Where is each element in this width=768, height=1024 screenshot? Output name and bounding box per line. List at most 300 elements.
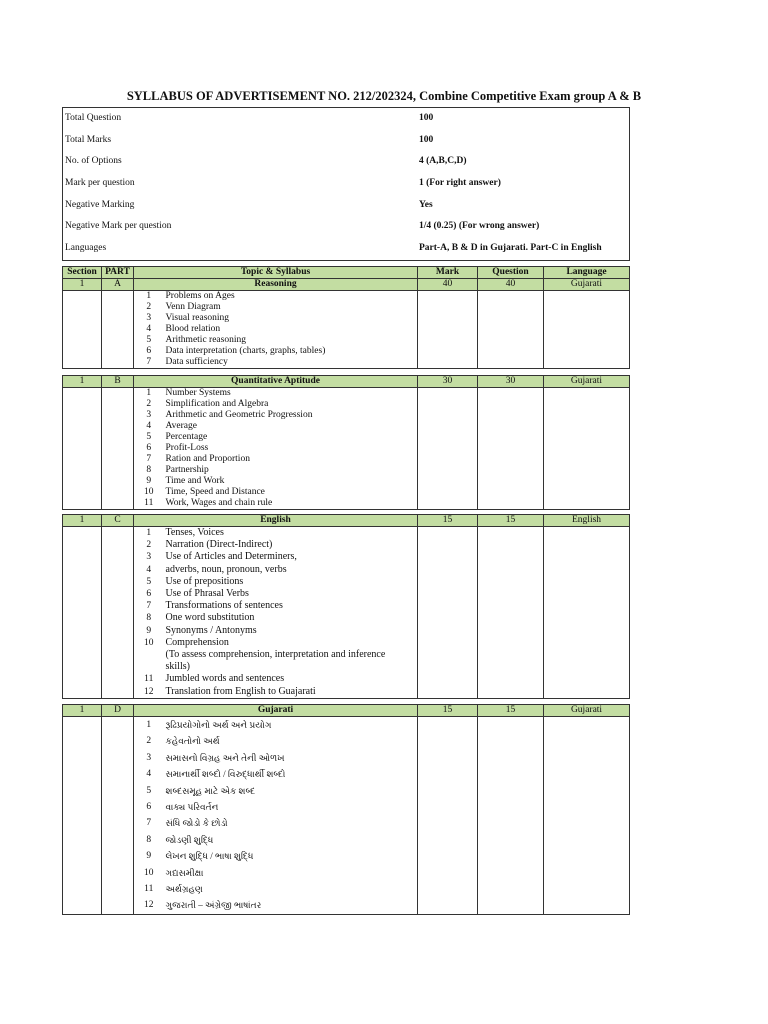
section-mark: 15 bbox=[418, 705, 478, 717]
empty-cell bbox=[478, 302, 544, 313]
item-number: 7 bbox=[134, 357, 164, 369]
item-text: Problems on Ages bbox=[164, 291, 418, 303]
empty-cell bbox=[478, 527, 544, 540]
syllabus-row bbox=[63, 799, 630, 815]
empty-cell bbox=[102, 686, 134, 699]
empty-cell bbox=[544, 465, 630, 476]
empty-cell bbox=[478, 661, 544, 673]
empty-cell bbox=[63, 527, 102, 540]
empty-cell bbox=[102, 766, 134, 782]
empty-cell bbox=[63, 783, 102, 799]
empty-cell bbox=[544, 750, 630, 766]
empty-cell bbox=[418, 625, 478, 637]
empty-cell bbox=[63, 335, 102, 346]
section-part: C bbox=[102, 515, 134, 527]
syllabus-row bbox=[63, 832, 630, 848]
syllabus-row bbox=[63, 865, 630, 881]
empty-cell bbox=[63, 357, 102, 369]
item-number: 2 bbox=[134, 302, 164, 313]
item-text: સમાનાર્થી શબ્દો / વિરુદ્ધાર્થી શબ્દો bbox=[164, 766, 418, 782]
empty-cell bbox=[102, 476, 134, 487]
section-mark: 15 bbox=[418, 515, 478, 527]
empty-cell bbox=[102, 564, 134, 576]
item-number: 1 bbox=[134, 388, 164, 400]
empty-cell bbox=[63, 313, 102, 324]
empty-cell bbox=[478, 625, 544, 637]
column-header-question: Question bbox=[478, 267, 544, 279]
empty-cell bbox=[418, 612, 478, 624]
column-header-part: PART bbox=[102, 267, 134, 279]
empty-cell bbox=[63, 443, 102, 454]
item-text: Data sufficiency bbox=[164, 357, 418, 369]
empty-cell bbox=[63, 564, 102, 576]
empty-cell bbox=[102, 443, 134, 454]
empty-cell bbox=[544, 733, 630, 749]
item-number: 12 bbox=[134, 686, 164, 699]
empty-cell bbox=[418, 881, 478, 897]
section-header-row bbox=[63, 705, 630, 717]
item-number: 6 bbox=[134, 588, 164, 600]
item-number: 4 bbox=[134, 564, 164, 576]
item-text: સમાસનો વિગ્રહ અને તેની ઓળખ bbox=[164, 750, 418, 766]
empty-cell bbox=[102, 432, 134, 443]
empty-cell bbox=[102, 673, 134, 685]
item-text: Synonyms / Antonyms bbox=[164, 625, 418, 637]
empty-cell bbox=[418, 291, 478, 303]
column-header-section: Section bbox=[63, 267, 102, 279]
empty-cell bbox=[418, 848, 478, 864]
item-text: Time and Work bbox=[164, 476, 418, 487]
section-mark: 40 bbox=[418, 279, 478, 291]
empty-cell bbox=[63, 421, 102, 432]
empty-cell bbox=[102, 346, 134, 357]
summary-value: 100 bbox=[419, 112, 434, 123]
empty-cell bbox=[478, 421, 544, 432]
empty-cell bbox=[63, 686, 102, 699]
empty-cell bbox=[63, 637, 102, 649]
empty-cell bbox=[418, 443, 478, 454]
section-language: English bbox=[544, 515, 630, 527]
empty-cell bbox=[544, 865, 630, 881]
item-text: Use of Articles and Determiners, bbox=[164, 551, 418, 563]
empty-cell bbox=[63, 600, 102, 612]
item-number: 10 bbox=[134, 865, 164, 881]
empty-cell bbox=[63, 476, 102, 487]
empty-cell bbox=[478, 476, 544, 487]
empty-cell bbox=[63, 661, 102, 673]
empty-cell bbox=[418, 799, 478, 815]
empty-cell bbox=[102, 815, 134, 831]
empty-cell bbox=[478, 564, 544, 576]
item-number: 5 bbox=[134, 335, 164, 346]
summary-row bbox=[62, 150, 628, 172]
empty-cell bbox=[102, 848, 134, 864]
syllabus-row bbox=[63, 399, 630, 410]
empty-cell bbox=[478, 454, 544, 465]
empty-cell bbox=[478, 388, 544, 400]
empty-cell bbox=[63, 897, 102, 914]
section-mark: 30 bbox=[418, 376, 478, 388]
empty-cell bbox=[102, 465, 134, 476]
syllabus-row bbox=[63, 848, 630, 864]
empty-cell bbox=[478, 637, 544, 649]
item-text: Profit-Loss bbox=[164, 443, 418, 454]
item-text: Time, Speed and Distance bbox=[164, 487, 418, 498]
item-number: 2 bbox=[134, 399, 164, 410]
item-number bbox=[134, 661, 164, 673]
empty-cell bbox=[544, 649, 630, 661]
empty-cell bbox=[478, 600, 544, 612]
empty-cell bbox=[63, 649, 102, 661]
column-header-mark: Mark bbox=[418, 267, 478, 279]
syllabus-row bbox=[63, 750, 630, 766]
empty-cell bbox=[63, 625, 102, 637]
empty-cell bbox=[418, 564, 478, 576]
empty-cell bbox=[478, 865, 544, 881]
empty-cell bbox=[102, 410, 134, 421]
empty-cell bbox=[544, 766, 630, 782]
empty-cell bbox=[102, 717, 134, 734]
syllabus-row bbox=[63, 733, 630, 749]
section-question-count: 40 bbox=[478, 279, 544, 291]
item-text: Percentage bbox=[164, 432, 418, 443]
empty-cell bbox=[102, 335, 134, 346]
empty-cell bbox=[544, 673, 630, 685]
empty-cell bbox=[418, 487, 478, 498]
empty-cell bbox=[544, 612, 630, 624]
syllabus-row bbox=[63, 766, 630, 782]
empty-cell bbox=[478, 815, 544, 831]
item-number: 12 bbox=[134, 897, 164, 914]
empty-cell bbox=[102, 551, 134, 563]
section-header-row bbox=[63, 515, 630, 527]
empty-cell bbox=[63, 865, 102, 881]
syllabus-row bbox=[63, 661, 630, 673]
section-topic: Gujarati bbox=[134, 705, 418, 717]
item-number: 8 bbox=[134, 465, 164, 476]
empty-cell bbox=[478, 335, 544, 346]
item-number: 7 bbox=[134, 454, 164, 465]
empty-cell bbox=[102, 897, 134, 914]
empty-cell bbox=[102, 799, 134, 815]
empty-cell bbox=[544, 527, 630, 540]
item-number: 2 bbox=[134, 733, 164, 749]
syllabus-row bbox=[63, 564, 630, 576]
empty-cell bbox=[102, 832, 134, 848]
item-number: 3 bbox=[134, 551, 164, 563]
item-text: કહેવતોનો અર્થ bbox=[164, 733, 418, 749]
item-text: Visual reasoning bbox=[164, 313, 418, 324]
item-number: 1 bbox=[134, 717, 164, 734]
item-number bbox=[134, 649, 164, 661]
empty-cell bbox=[544, 302, 630, 313]
section-topic: Quantitative Aptitude bbox=[134, 376, 418, 388]
empty-cell bbox=[418, 686, 478, 699]
empty-cell bbox=[478, 357, 544, 369]
summary-row bbox=[62, 237, 628, 259]
item-number: 9 bbox=[134, 848, 164, 864]
syllabus-row bbox=[63, 897, 630, 914]
empty-cell bbox=[478, 649, 544, 661]
empty-cell bbox=[544, 324, 630, 335]
empty-cell bbox=[418, 410, 478, 421]
item-text: લેખન શુદ્ધિ / ભાષા શુદ્ધિ bbox=[164, 848, 418, 864]
syllabus-row bbox=[63, 421, 630, 432]
item-text: જોડણી શુદ્ધિ bbox=[164, 832, 418, 848]
empty-cell bbox=[544, 686, 630, 699]
empty-cell bbox=[63, 324, 102, 335]
empty-cell bbox=[418, 733, 478, 749]
empty-cell bbox=[102, 733, 134, 749]
item-text: Average bbox=[164, 421, 418, 432]
empty-cell bbox=[544, 335, 630, 346]
empty-cell bbox=[418, 766, 478, 782]
item-number: 3 bbox=[134, 410, 164, 421]
empty-cell bbox=[544, 421, 630, 432]
item-number: 11 bbox=[134, 881, 164, 897]
section-language: Gujarati bbox=[544, 279, 630, 291]
empty-cell bbox=[478, 717, 544, 734]
item-text: ગુજરાતી – અંગ્રેજી ભાષાંતર bbox=[164, 897, 418, 914]
empty-cell bbox=[102, 487, 134, 498]
summary-row bbox=[62, 129, 628, 151]
syllabus-row bbox=[63, 527, 630, 540]
syllabus-row bbox=[63, 551, 630, 563]
item-number: 5 bbox=[134, 576, 164, 588]
empty-cell bbox=[544, 783, 630, 799]
item-number: 4 bbox=[134, 421, 164, 432]
empty-cell bbox=[418, 551, 478, 563]
item-text: Simplification and Algebra bbox=[164, 399, 418, 410]
column-header-language: Language bbox=[544, 267, 630, 279]
syllabus-row bbox=[63, 539, 630, 551]
empty-cell bbox=[478, 551, 544, 563]
empty-cell bbox=[544, 454, 630, 465]
summary-value: 4 (A,B,C,D) bbox=[419, 156, 467, 167]
empty-cell bbox=[102, 637, 134, 649]
summary-label: Mark per question bbox=[65, 177, 135, 188]
empty-cell bbox=[63, 539, 102, 551]
empty-cell bbox=[478, 881, 544, 897]
syllabus-row bbox=[63, 410, 630, 421]
empty-cell bbox=[544, 848, 630, 864]
empty-cell bbox=[63, 388, 102, 400]
empty-cell bbox=[478, 432, 544, 443]
empty-cell bbox=[418, 750, 478, 766]
empty-cell bbox=[418, 357, 478, 369]
empty-cell bbox=[478, 848, 544, 864]
item-number: 9 bbox=[134, 625, 164, 637]
syllabus-row bbox=[63, 881, 630, 897]
summary-label: Total Question bbox=[65, 112, 122, 123]
empty-cell bbox=[102, 357, 134, 369]
item-text: Jumbled words and sentences bbox=[164, 673, 418, 685]
empty-cell bbox=[478, 766, 544, 782]
empty-cell bbox=[102, 313, 134, 324]
empty-cell bbox=[102, 750, 134, 766]
syllabus-row bbox=[63, 600, 630, 612]
syllabus-row bbox=[63, 815, 630, 831]
section-header-row bbox=[63, 376, 630, 388]
empty-cell bbox=[478, 465, 544, 476]
empty-cell bbox=[418, 897, 478, 914]
empty-cell bbox=[63, 465, 102, 476]
syllabus-row bbox=[63, 717, 630, 734]
empty-cell bbox=[544, 897, 630, 914]
empty-cell bbox=[418, 388, 478, 400]
empty-cell bbox=[418, 600, 478, 612]
empty-cell bbox=[63, 881, 102, 897]
empty-cell bbox=[63, 717, 102, 734]
empty-cell bbox=[102, 388, 134, 400]
empty-cell bbox=[544, 410, 630, 421]
empty-cell bbox=[102, 612, 134, 624]
empty-cell bbox=[102, 783, 134, 799]
empty-cell bbox=[544, 346, 630, 357]
empty-cell bbox=[478, 443, 544, 454]
empty-cell bbox=[102, 661, 134, 673]
empty-cell bbox=[544, 313, 630, 324]
empty-cell bbox=[544, 476, 630, 487]
syllabus-row bbox=[63, 637, 630, 649]
syllabus-row bbox=[63, 454, 630, 465]
section-quantitative-aptitude bbox=[62, 375, 630, 510]
item-number: 3 bbox=[134, 750, 164, 766]
column-header-row bbox=[63, 267, 630, 279]
summary-value: Part-A, B & D in Gujarati. Part-C in English bbox=[419, 243, 602, 254]
empty-cell bbox=[63, 498, 102, 510]
empty-cell bbox=[418, 335, 478, 346]
section-question-count: 30 bbox=[478, 376, 544, 388]
item-text: (To assess comprehension, interpretation and inference bbox=[164, 649, 418, 661]
empty-cell bbox=[478, 399, 544, 410]
summary-value: 1 (For right answer) bbox=[419, 177, 501, 188]
empty-cell bbox=[63, 848, 102, 864]
section-question-count: 15 bbox=[478, 705, 544, 717]
empty-cell bbox=[418, 465, 478, 476]
item-text: adverbs, noun, pronoun, verbs bbox=[164, 564, 418, 576]
section-part: D bbox=[102, 705, 134, 717]
empty-cell bbox=[418, 302, 478, 313]
empty-cell bbox=[478, 733, 544, 749]
empty-cell bbox=[418, 432, 478, 443]
summary-label: Total Marks bbox=[65, 134, 112, 145]
item-text: Use of prepositions bbox=[164, 576, 418, 588]
empty-cell bbox=[544, 625, 630, 637]
item-text: skills) bbox=[164, 661, 418, 673]
section-number: 1 bbox=[63, 376, 102, 388]
item-number: 2 bbox=[134, 539, 164, 551]
item-text: Data interpretation (charts, graphs, tables) bbox=[164, 346, 418, 357]
syllabus-row bbox=[63, 612, 630, 624]
item-text: અર્થગ્રહણ bbox=[164, 881, 418, 897]
section-topic: English bbox=[134, 515, 418, 527]
empty-cell bbox=[418, 783, 478, 799]
empty-cell bbox=[544, 291, 630, 303]
empty-cell bbox=[63, 302, 102, 313]
syllabus-row bbox=[63, 443, 630, 454]
empty-cell bbox=[418, 346, 478, 357]
empty-cell bbox=[102, 576, 134, 588]
section-language: Gujarati bbox=[544, 705, 630, 717]
syllabus-row bbox=[63, 388, 630, 400]
empty-cell bbox=[102, 600, 134, 612]
syllabus-row bbox=[63, 588, 630, 600]
item-text: Blood relation bbox=[164, 324, 418, 335]
item-number: 7 bbox=[134, 815, 164, 831]
empty-cell bbox=[544, 576, 630, 588]
summary-label: Negative Mark per question bbox=[65, 221, 172, 232]
empty-cell bbox=[544, 357, 630, 369]
column-header-topic: Topic & Syllabus bbox=[134, 267, 418, 279]
empty-cell bbox=[63, 612, 102, 624]
empty-cell bbox=[63, 799, 102, 815]
item-number: 6 bbox=[134, 799, 164, 815]
item-number: 5 bbox=[134, 783, 164, 799]
summary-label: No. of Options bbox=[65, 156, 122, 167]
syllabus-row bbox=[63, 783, 630, 799]
empty-cell bbox=[418, 324, 478, 335]
syllabus-row bbox=[63, 346, 630, 357]
empty-cell bbox=[544, 399, 630, 410]
section-gujarati bbox=[62, 704, 630, 915]
item-text: Translation from English to Guajarati bbox=[164, 686, 418, 699]
empty-cell bbox=[418, 588, 478, 600]
empty-cell bbox=[544, 637, 630, 649]
empty-cell bbox=[63, 410, 102, 421]
syllabus-row bbox=[63, 625, 630, 637]
empty-cell bbox=[478, 612, 544, 624]
syllabus-row bbox=[63, 576, 630, 588]
item-text: Transformations of sentences bbox=[164, 600, 418, 612]
summary-row bbox=[62, 194, 628, 216]
section-number: 1 bbox=[63, 705, 102, 717]
item-text: ગદ્યસમીક્ષા bbox=[164, 865, 418, 881]
syllabus-row bbox=[63, 335, 630, 346]
empty-cell bbox=[63, 454, 102, 465]
empty-cell bbox=[63, 832, 102, 848]
empty-cell bbox=[63, 750, 102, 766]
item-number: 4 bbox=[134, 766, 164, 782]
empty-cell bbox=[63, 346, 102, 357]
empty-cell bbox=[544, 564, 630, 576]
empty-cell bbox=[63, 673, 102, 685]
item-number: 1 bbox=[134, 527, 164, 540]
item-number: 11 bbox=[134, 673, 164, 685]
empty-cell bbox=[478, 588, 544, 600]
syllabus-row bbox=[63, 432, 630, 443]
empty-cell bbox=[478, 576, 544, 588]
item-number: 7 bbox=[134, 600, 164, 612]
empty-cell bbox=[102, 454, 134, 465]
empty-cell bbox=[102, 291, 134, 303]
section-language: Gujarati bbox=[544, 376, 630, 388]
empty-cell bbox=[478, 673, 544, 685]
item-text: Arithmetic reasoning bbox=[164, 335, 418, 346]
syllabus-row bbox=[63, 313, 630, 324]
syllabus-row bbox=[63, 465, 630, 476]
item-text: શબ્દસમૂહ માટે એક શબ્દ bbox=[164, 783, 418, 799]
empty-cell bbox=[102, 527, 134, 540]
empty-cell bbox=[544, 498, 630, 510]
empty-cell bbox=[418, 832, 478, 848]
empty-cell bbox=[63, 487, 102, 498]
empty-cell bbox=[478, 750, 544, 766]
empty-cell bbox=[544, 588, 630, 600]
item-text: વાક્ય પરિવર્તન bbox=[164, 799, 418, 815]
empty-cell bbox=[544, 799, 630, 815]
empty-cell bbox=[418, 661, 478, 673]
